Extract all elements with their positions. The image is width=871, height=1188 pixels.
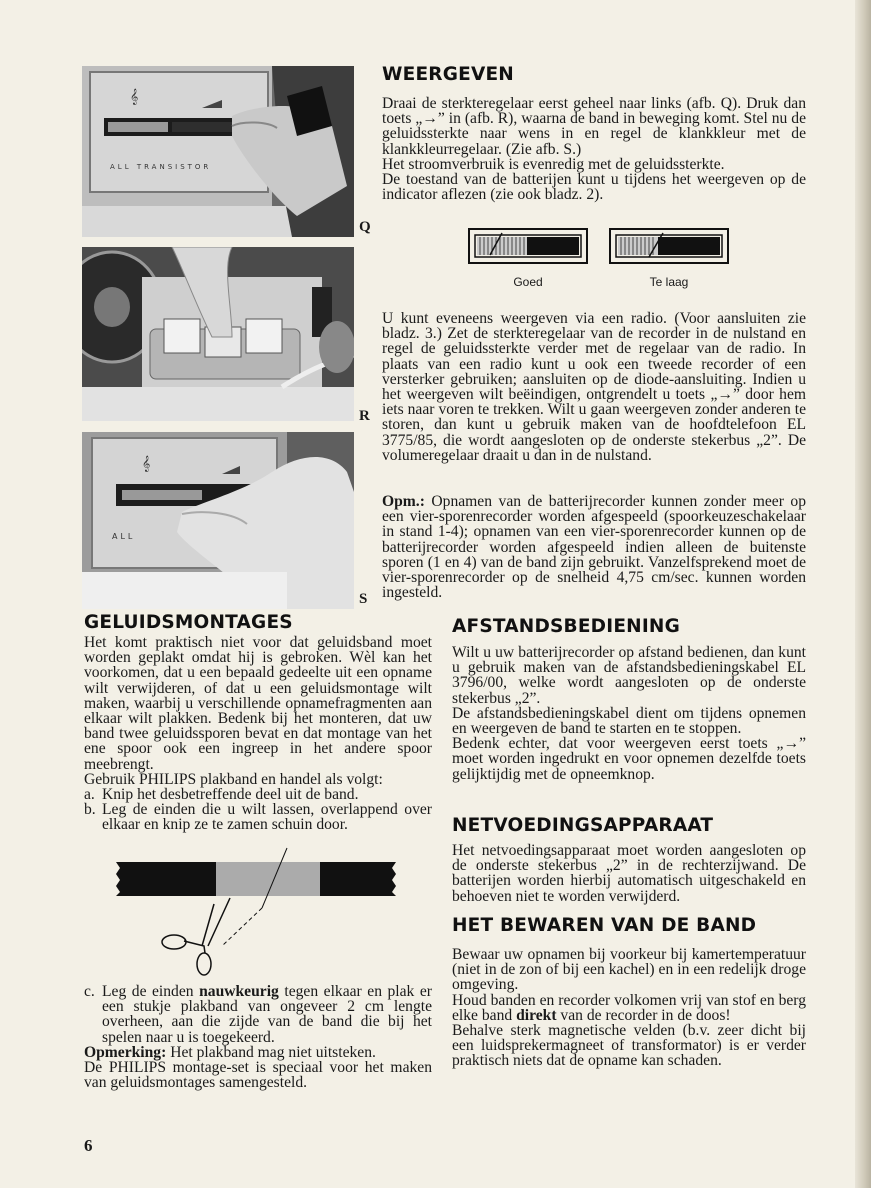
- geluidsmontages-end: [84, 984, 432, 1090]
- tape-splice-illustration: [112, 846, 402, 976]
- svg-text:𝄞: 𝄞: [130, 89, 139, 105]
- weergeven-p2: Het stroomverbruik is evenredig met de geluidssterkte.: [382, 155, 725, 173]
- list-marker-a: a.: [84, 786, 95, 804]
- weergeven-opm: [382, 494, 806, 600]
- weergeven-p4: U kunt eveneens weergeven via een radio. (Voor aansluiten zie bladz. 3.) Zet de sterkteregelaar van de recorder in de nulstand en regel de geluidssterkte verder met de regelaar van de radio. In plaats van een radio kunt u ook een tweede recorder of een versterker gebruiken; aansluiten op de diode-aansluiting. Indien u het weergeven wilt beëindigen, ontgrendelt u toets „→” door hem iets naar voren te trekken. Wilt u gaan weergeven zonder anderen te storen, dan kunt u gebruik maken van de hoofdtelefoon EL 3775/85, die wordt aangesloten op de onderste stekerbus „2”. De volumeregelaar draait u dan in de nulstand.: [382, 310, 806, 464]
- geluidsmontages-body: [84, 635, 432, 833]
- dial-text-left: ALL: [112, 532, 136, 541]
- photo-r: [82, 247, 354, 421]
- tape-strip: [116, 862, 396, 896]
- weergeven-p1: Draai de sterkteregelaar eerst geheel naar links (afb. Q). Druk dan toets „→” in (afb. R), waarna de band in beweging komt. Stel nu de geluidssterkte naar wens in en regel de klankkleur met de klankkleurregelaar. (Zie afb. S.): [382, 95, 806, 158]
- indicator-good: [468, 228, 588, 289]
- indicator-low-caption: Te laag: [649, 275, 689, 289]
- section-title-netvoeding: NETVOEDINGSAPPARAAT: [452, 815, 714, 836]
- afstandsbediening-p1: Wilt u uw batterijrecorder op afstand bedienen, dan kunt u gebruik maken van de afstandsbedieningskabel EL 3796/00, welke wordt aangesloten op de onderste stekerbus „2”.: [452, 644, 806, 707]
- page-edge: [855, 0, 871, 1188]
- afstandsbediening-p2: De afstandsbedieningskabel dient om tijdens opnemen en weergeven de band te starten en te stoppen.: [452, 704, 806, 738]
- list-text-a: Knip het desbetreffende deel uit de band.: [102, 786, 359, 804]
- weergeven-p3: De toestand van de batterijen kunt u tijdens het weergeven op de indicator aflezen (zie ook bladz. 2).: [382, 171, 806, 204]
- section-title-weergeven: WEERGEVEN: [382, 64, 514, 85]
- indicator-good-icon: [468, 228, 588, 264]
- photo-s: [82, 432, 354, 609]
- indicator-good-caption: Goed: [513, 275, 543, 289]
- list-item-c: [84, 984, 432, 1045]
- list-text-c-post: tegen elkaar en plak er een stukje plakband van ongeveer 2 cm lengte overheen, aan die zijde van de band die bij het spelen naar u is toegekeerd.: [102, 983, 432, 1046]
- bewaren-p3: Behalve sterk magnetische velden (b.v. zeer dicht bij een luidsprekermagneet of transformator) is er verder praktisch niets dat de opname kan schaden.: [452, 1022, 806, 1070]
- opm-text: Opnamen van de batterijrecorder kunnen zonder meer op een vier-sporenrecorder worden afgespeeld (spoorkeuzeschakelaar in stand 1-4); opnamen van een vier-sporenrecorder kunnen op de batterijrecorder worden afgespeeld indien alleen de buitenste sporen (1 en 4) van de band zijn gebruikt. Vanzelfsprekend moet de vier-sporenrecorder op de snelheid 4,75 cm/sec. kunnen worden ingesteld.: [382, 493, 806, 602]
- list-text-b: Leg de einden die u wilt lassen, overlappend over elkaar en knip ze te zamen schuin door.: [102, 801, 432, 834]
- figure-label-s: S: [359, 591, 368, 607]
- geluidsmontages-p2: Gebruik PHILIPS plakband en handel als volgt:: [84, 770, 383, 788]
- scissors-icon: [162, 898, 230, 975]
- list-marker-c: c.: [84, 983, 95, 1000]
- list-marker-b: b.: [84, 801, 96, 819]
- opmerking-text: Het plakband mag niet uitsteken.: [166, 1043, 376, 1061]
- netvoeding-p1: Het netvoedingsapparaat moet worden aangesloten op de onderste stekerbus „2” in de rechterzijwand. De batterijen worden hierbij automatisch uitgeschakeld en behoeven niet te worden verwijderd.: [452, 842, 806, 905]
- page-number: 6: [84, 1136, 93, 1155]
- geluidsmontages-p3: De PHILIPS montage-set is speciaal voor het maken van geluidsmontages samengesteld.: [84, 1059, 432, 1092]
- bewaren-body: [452, 947, 806, 1069]
- bewaren-p2-bold: direkt: [516, 1006, 557, 1024]
- geluidsmontages-p1: Het komt praktisch niet voor dat geluidsband moet worden geplakt omdat hij is gebroken. Wèl kan het voorkomen, dat u een bepaald gedeelte uit een opname wilt verwijderen, of dat u een geluidsmontage wilt maken, waarbij u verschillende opnamefragmenten aan elkaar wilt plakken. Bedenk bij het monteren, dat uw band twee geluidssporen bevat en dat montage van het ene spoor ook een ingreep in het andere spoor meebrengt.: [84, 634, 432, 773]
- list-text-c-pre: Leg de einden: [102, 983, 200, 1000]
- figure-label-r: R: [359, 408, 370, 424]
- section-title-bewaren: HET BEWAREN VAN DE BAND: [452, 915, 757, 936]
- dial-text: ALL TRANSISTOR: [110, 163, 212, 171]
- section-title-afstandsbediening: AFSTANDSBEDIENING: [452, 616, 680, 637]
- afstandsbediening-body: [452, 645, 806, 782]
- weergeven-radio: [382, 311, 806, 463]
- bewaren-p1: Bewaar uw opnamen bij voorkeur bij kamertemperatuur (niet in de zon of bij een kachel) en in een redelijk droge omgeving.: [452, 946, 806, 994]
- weergeven-intro: [382, 96, 806, 202]
- netvoeding-body: [452, 843, 806, 904]
- opm-label: Opm.:: [382, 493, 425, 510]
- svg-text:𝄞: 𝄞: [142, 456, 151, 472]
- bewaren-p2-pre: Houd banden en recorder volkomen vrij van stof en berg elke band: [452, 991, 806, 1024]
- indicator-low-icon: [609, 228, 729, 264]
- opmerking-label: Opmerking:: [84, 1043, 167, 1061]
- indicator-low: [609, 228, 729, 289]
- list-item-b: [84, 802, 432, 832]
- figure-label-q: Q: [359, 219, 371, 235]
- bewaren-p2-post: van de recorder in de doos!: [556, 1006, 731, 1024]
- afstandsbediening-p3: Bedenk echter, dat voor weergeven eerst toets „→” moet worden ingedrukt en voor opnemen dezelfde toets gelijktijdig met de opneemknop.: [452, 735, 806, 783]
- list-item-a: [84, 787, 432, 802]
- list-text-c-bold: nauwkeurig: [199, 983, 279, 1000]
- photo-q: [82, 66, 354, 237]
- section-title-geluidsmontages: GELUIDSMONTAGES: [84, 612, 293, 633]
